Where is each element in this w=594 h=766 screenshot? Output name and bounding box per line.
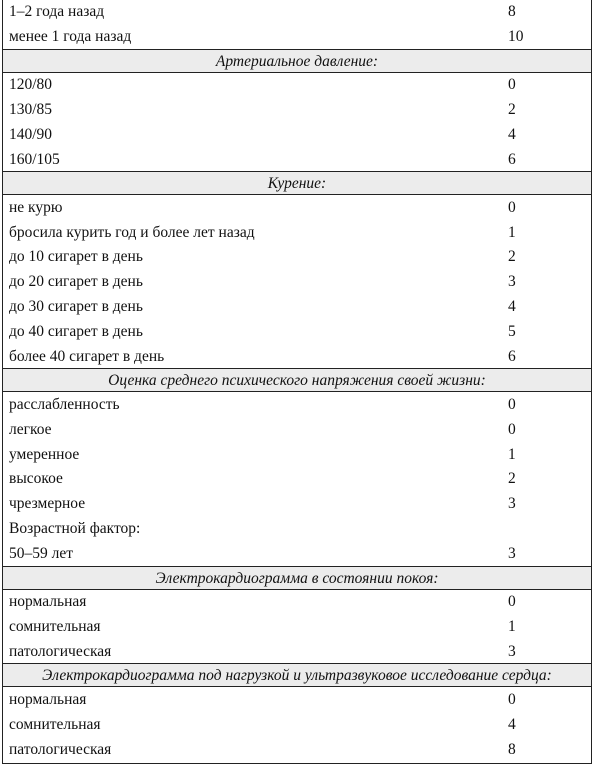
row-label: до 20 сигарет в день — [9, 273, 143, 291]
row-score: 0 — [508, 593, 516, 610]
row-label: расслабленность — [9, 395, 120, 413]
row-score: 2 — [508, 470, 516, 488]
table-row — [3, 72, 591, 97]
row-score: 8 — [508, 740, 516, 758]
table-row — [3, 516, 591, 541]
table-row — [3, 319, 591, 344]
section-header-title: Электрокардиограмма в состоянии покоя: — [155, 569, 439, 587]
table-row — [3, 466, 591, 491]
row-score: 4 — [508, 298, 516, 315]
table-row — [3, 244, 591, 269]
row-label: 130/85 — [9, 100, 53, 118]
row-score: 3 — [508, 544, 516, 562]
table-row — [3, 344, 591, 369]
row-label: менее 1 года назад — [9, 27, 132, 45]
row-label: чрезмерное — [9, 495, 86, 513]
row-score: 0 — [508, 420, 516, 438]
row-label: патологическая — [9, 642, 112, 660]
row-label: сомнительная — [9, 617, 101, 635]
row-score: 3 — [508, 273, 516, 291]
table-row — [3, 687, 591, 712]
table-row — [3, 491, 591, 516]
row-label: 50–59 лет — [9, 544, 74, 562]
row-label: 120/80 — [9, 76, 53, 94]
row-label: 140/90 — [9, 125, 53, 143]
row-score: 6 — [508, 150, 516, 168]
table-row — [3, 737, 591, 762]
section-header-title: Курение: — [267, 175, 327, 193]
table-row — [3, 0, 591, 24]
row-score: 4 — [508, 715, 516, 733]
table-row — [3, 269, 591, 294]
row-label: бросила курить год и более лет назад — [9, 223, 255, 241]
row-score: 10 — [508, 27, 524, 45]
row-score: 2 — [508, 248, 516, 266]
section-header — [3, 663, 591, 687]
row-label: Возрастной фактор: — [9, 519, 141, 537]
section-header — [3, 49, 591, 73]
table-row — [3, 24, 591, 49]
row-label: легкое — [9, 420, 52, 438]
row-label: сомнительная — [9, 715, 101, 733]
risk-score-table — [2, 0, 592, 764]
section-header — [3, 368, 591, 392]
table-row — [3, 122, 591, 147]
section-header — [3, 171, 591, 195]
row-score: 0 — [508, 395, 516, 413]
section-header-title: Артериальное давление: — [215, 52, 379, 70]
row-score: 4 — [508, 125, 516, 143]
section-header-title: Оценка среднего психического напряжения своей жизни: — [108, 372, 486, 390]
row-label: до 40 сигарет в день — [9, 322, 143, 340]
row-score: 0 — [508, 690, 516, 708]
row-score: 8 — [508, 3, 516, 20]
table-row — [3, 541, 591, 566]
table-row — [3, 220, 591, 245]
row-label: до 30 сигарет в день — [9, 298, 143, 315]
row-score: 1 — [508, 445, 516, 463]
row-label: не курю — [9, 198, 63, 216]
table-row — [3, 614, 591, 639]
table-row — [3, 712, 591, 737]
row-score: 3 — [508, 495, 516, 513]
table-row — [3, 195, 591, 220]
row-score: 3 — [508, 642, 516, 660]
table-row — [3, 442, 591, 467]
table-row — [3, 589, 591, 614]
row-label: 160/105 — [9, 150, 60, 168]
row-label: нормальная — [9, 593, 87, 610]
table-row — [3, 639, 591, 664]
row-label: нормальная — [9, 690, 87, 708]
row-label: 1–2 года назад — [9, 3, 105, 20]
row-score: 0 — [508, 198, 516, 216]
row-label: умеренное — [9, 445, 80, 463]
row-score: 1 — [508, 223, 516, 241]
row-score: 0 — [508, 76, 516, 94]
table-row — [3, 147, 591, 172]
row-label: до 10 сигарет в день — [9, 248, 143, 266]
table-row — [3, 97, 591, 122]
row-score: 5 — [508, 322, 516, 340]
table-row — [3, 294, 591, 319]
row-score: 2 — [508, 100, 516, 118]
row-score: 1 — [508, 617, 516, 635]
table-row — [3, 417, 591, 442]
table-row — [3, 392, 591, 417]
section-header-title: Электрокардиограмма под нагрузкой и ультразвуковое исследование сердца: — [42, 667, 552, 685]
section-header — [3, 566, 591, 590]
row-label: более 40 сигарет в день — [9, 347, 165, 365]
row-label: высокое — [9, 470, 63, 488]
row-score: 6 — [508, 347, 516, 365]
row-label: патологическая — [9, 740, 112, 758]
